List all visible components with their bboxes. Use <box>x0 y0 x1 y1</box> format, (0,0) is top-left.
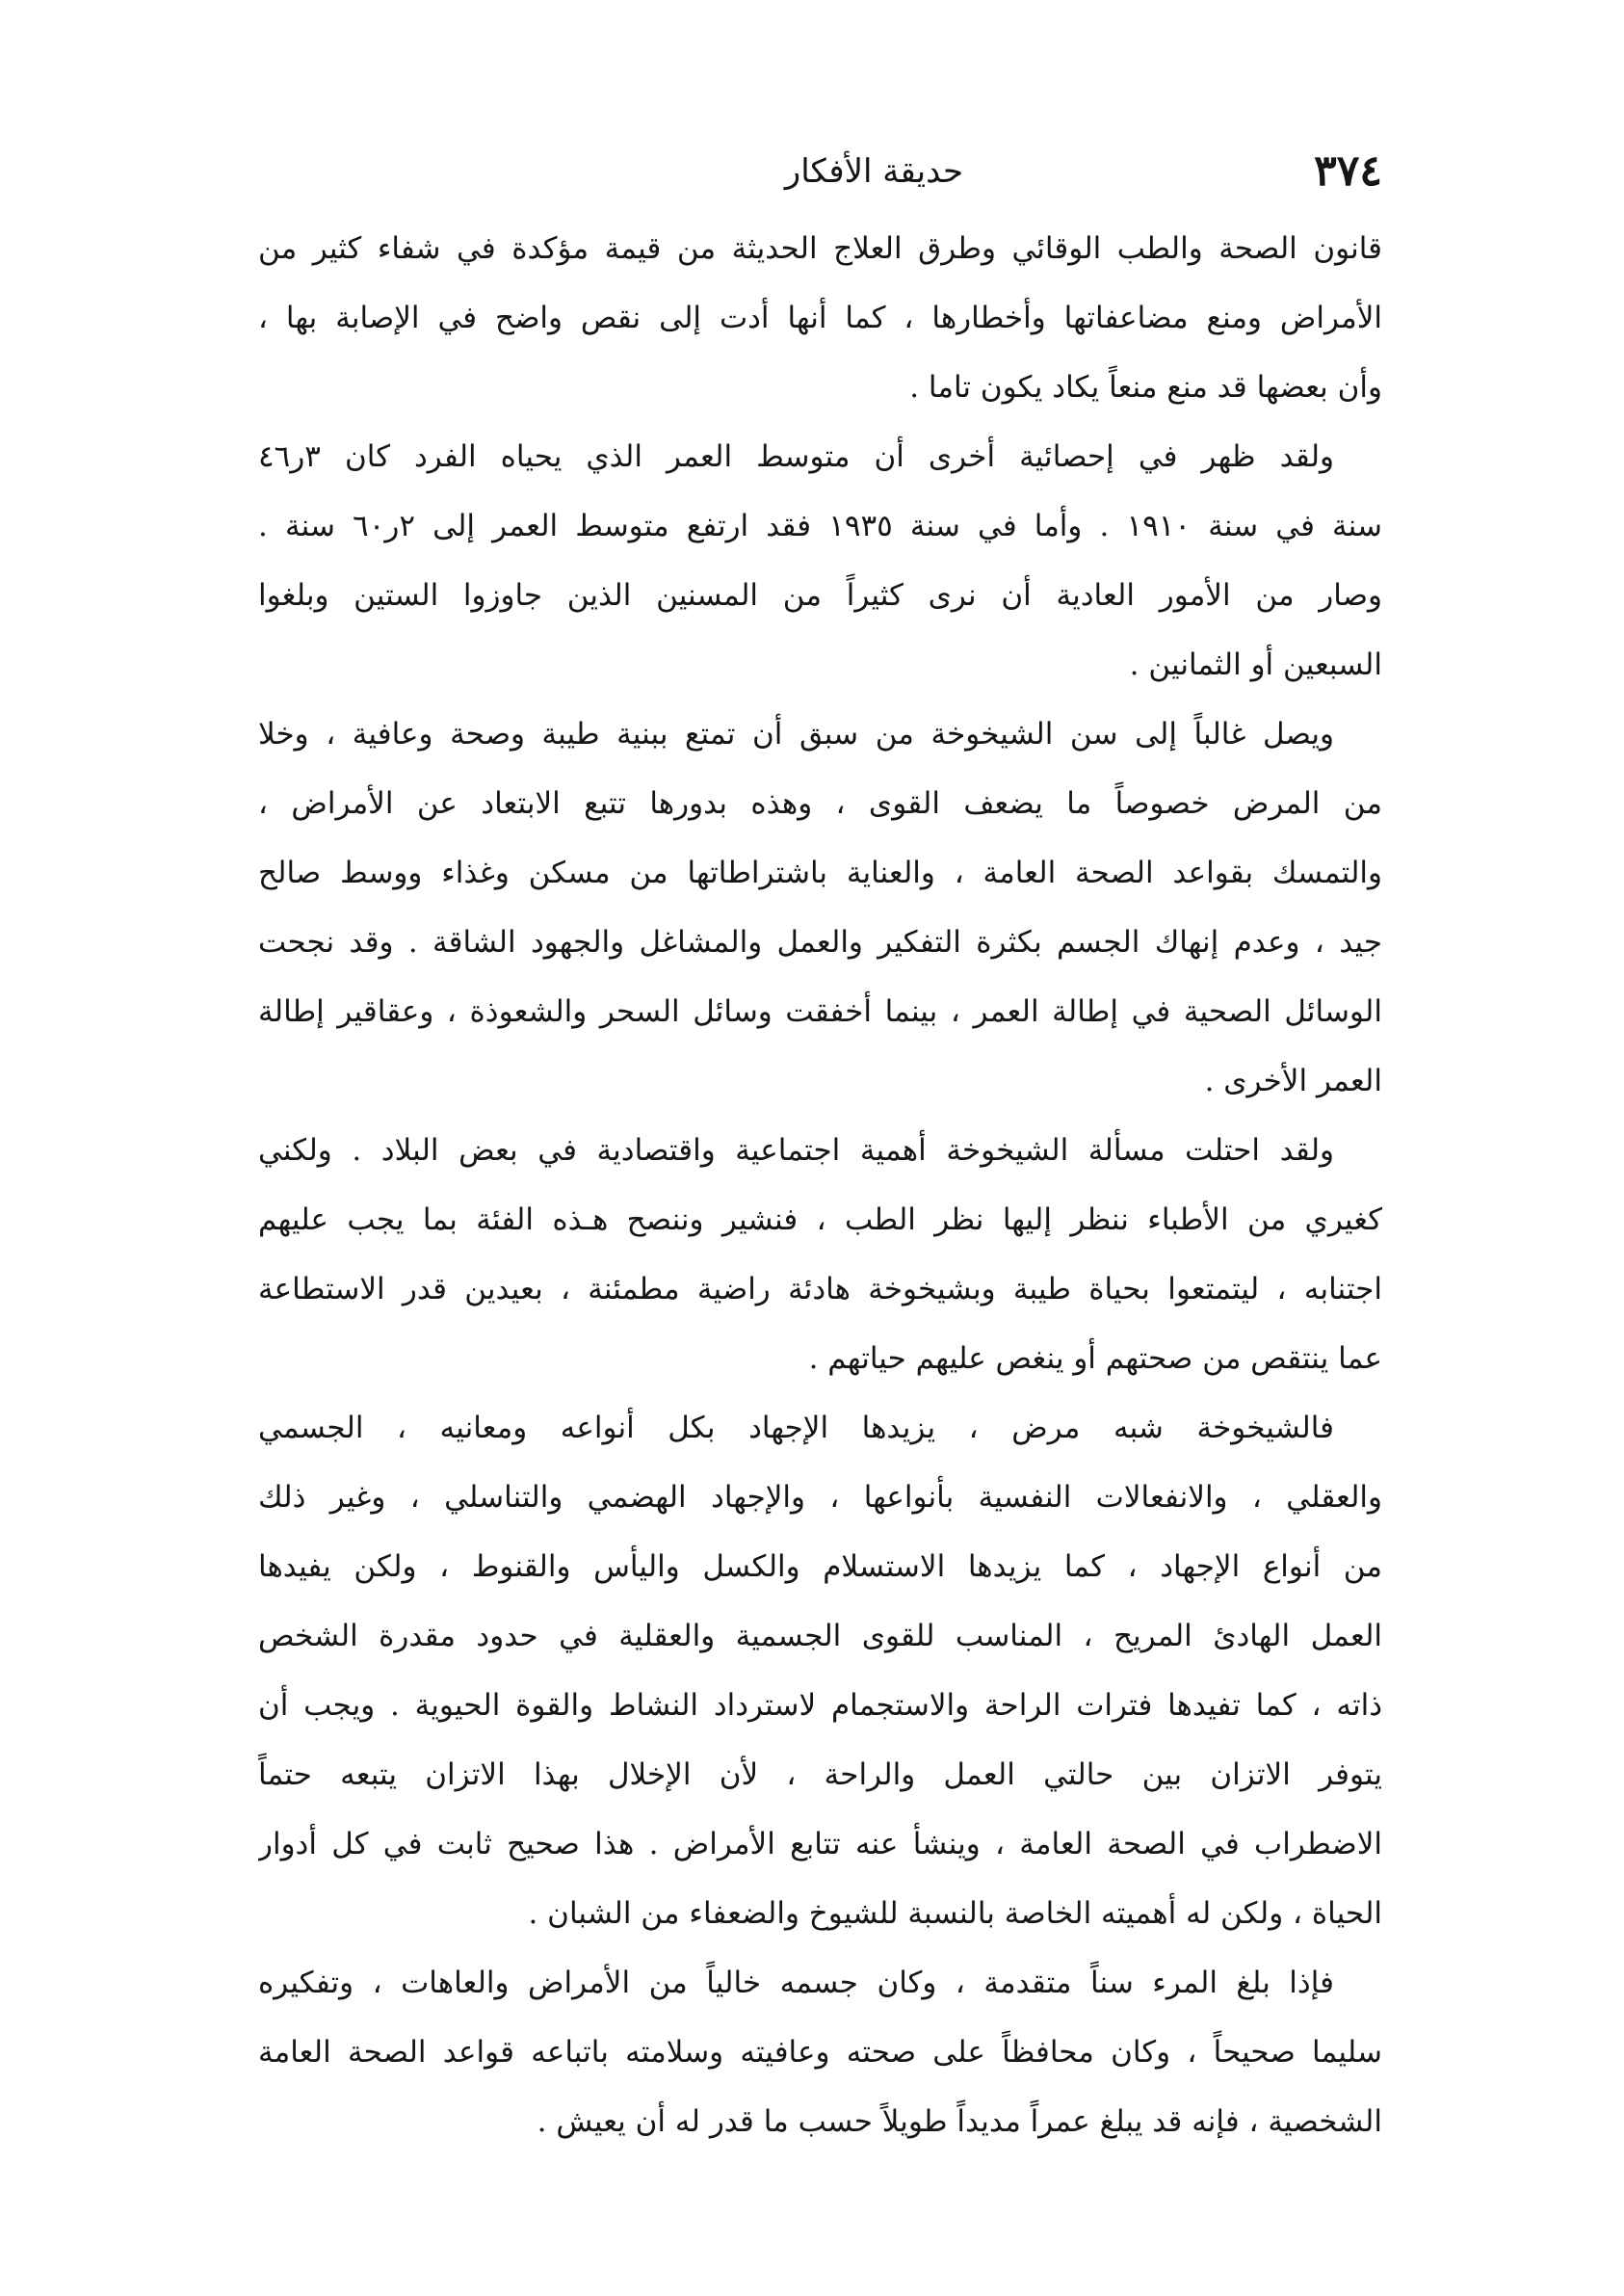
text-line: والعقلي ، والانفعالات النفسية بأنواعها ، والإجهاد الهضمي والتناسلي ، وغير ذلك <box>258 1480 1382 1515</box>
text-line: اجتنابه ، ليتمتعوا بحياة طيبة وبشيخوخة هادئة راضية مطمئنة ، بعيدين قدر الاستطاعة <box>258 1272 1382 1306</box>
text-line: الاضطراب في الصحة العامة ، وينشأ عنه تتابع الأمراض . هذا صحيح ثابت في كل أدوار <box>258 1827 1382 1861</box>
text-line: ذاته ، كما تفيدها فترات الراحة والاستجمام لاسترداد النشاط والقوة الحيوية . ويجب أن <box>258 1688 1382 1723</box>
text-line: العمر الأخرى . <box>1204 1064 1382 1098</box>
page-header <box>258 143 1382 200</box>
text-line: ولقد ظهر في إحصائية أخرى أن متوسط العمر الذي يحياه الفرد كان ٣ر٤٦ <box>258 439 1334 474</box>
text-line: وصار من الأمور العادية أن نرى كثيراً من المسنين الذين جاوزوا الستين وبلغوا <box>258 578 1382 613</box>
page-number: ٣٧٤ <box>1314 146 1382 196</box>
text-line: الشخصية ، فإنه قد يبلغ عمراً مديداً طويلاً حسب ما قدر له أن يعيش . <box>537 2104 1382 2139</box>
paragraph <box>258 214 1382 422</box>
text-line: الوسائل الصحية في إطالة العمر ، بينما أخفقت وسائل السحر والشعوذة ، وعقاقير إطالة <box>258 994 1382 1029</box>
text-line: كغيري من الأطباء ننظر إليها نظر الطب ، فنشير وننصح هـذه الفئة بما يجب عليهم <box>258 1202 1382 1237</box>
text-line: قانون الصحة والطب الوقائي وطرق العلاج الحديثة من قيمة مؤكدة في شفاء كثير من <box>258 231 1382 266</box>
text-line: العمل الهادئ المريح ، المناسب للقوى الجسمية والعقلية في حدود مقدرة الشخص <box>258 1619 1382 1653</box>
text-line: من المرض خصوصاً ما يضعف القوى ، وهذه بدورها تتبع الابتعاد عن الأمراض ، <box>258 786 1382 821</box>
paragraph <box>258 422 1382 699</box>
text-line: ويصل غالباً إلى سن الشيخوخة من سبق أن تمتع ببنية طيبة وصحة وعافية ، وخلا <box>258 717 1334 752</box>
text-line: سليما صحيحاً ، وكان محافظاً على صحته وعافيته وسلامته باتباعه قواعد الصحة العامة <box>258 2035 1382 2070</box>
paragraph <box>258 1116 1382 1393</box>
paragraph <box>258 1948 1382 2156</box>
text-line: والتمسك بقواعد الصحة العامة ، والعناية باشتراطاتها من مسكن وغذاء ووسط صالح <box>258 856 1382 890</box>
text-line: ولقد احتلت مسألة الشيخوخة أهمية اجتماعية واقتصادية في بعض البلاد . ولكني <box>258 1133 1334 1168</box>
text-line: جيد ، وعدم إنهاك الجسم بكثرة التفكير والعمل والمشاغل والجهود الشاقة . وقد نجحت <box>258 925 1382 960</box>
paragraph <box>258 1393 1382 1948</box>
running-title: حديقة الأفكار <box>784 152 963 191</box>
page-body <box>258 214 1382 2156</box>
text-line: وأن بعضها قد منع منعاً يكاد يكون تاما . <box>909 370 1382 405</box>
text-line: فإذا بلغ المرء سناً متقدمة ، وكان جسمه خالياً من الأمراض والعاهات ، وتفكيره <box>258 1966 1334 2000</box>
text-line: من أنواع الإجهاد ، كما يزيدها الاستسلام والكسل واليأس والقنوط ، ولكن يفيدها <box>258 1549 1382 1584</box>
text-line: يتوفر الاتزان بين حالتي العمل والراحة ، لأن الإخلال بهذا الاتزان يتبعه حتماً <box>258 1757 1382 1792</box>
text-line: سنة في سنة ١٩١٠ . وأما في سنة ١٩٣٥ فقد ارتفع متوسط العمر إلى ٢ر٦٠ سنة . <box>258 509 1382 543</box>
paragraph <box>258 699 1382 1116</box>
text-line: عما ينتقص من صحتهم أو ينغص عليهم حياتهم . <box>808 1341 1382 1376</box>
text-line: الحياة ، ولكن له أهميته الخاصة بالنسبة للشيوخ والضعفاء من الشبان . <box>528 1896 1382 1931</box>
text-line: الأمراض ومنع مضاعفاتها وأخطارها ، كما أنها أدت إلى نقص واضح في الإصابة بها ، <box>258 301 1382 335</box>
text-line: السبعين أو الثمانين . <box>1129 647 1382 682</box>
text-line: فالشيخوخة شبه مرض ، يزيدها الإجهاد بكل أنواعه ومعانيه ، الجسمي <box>258 1411 1334 1445</box>
